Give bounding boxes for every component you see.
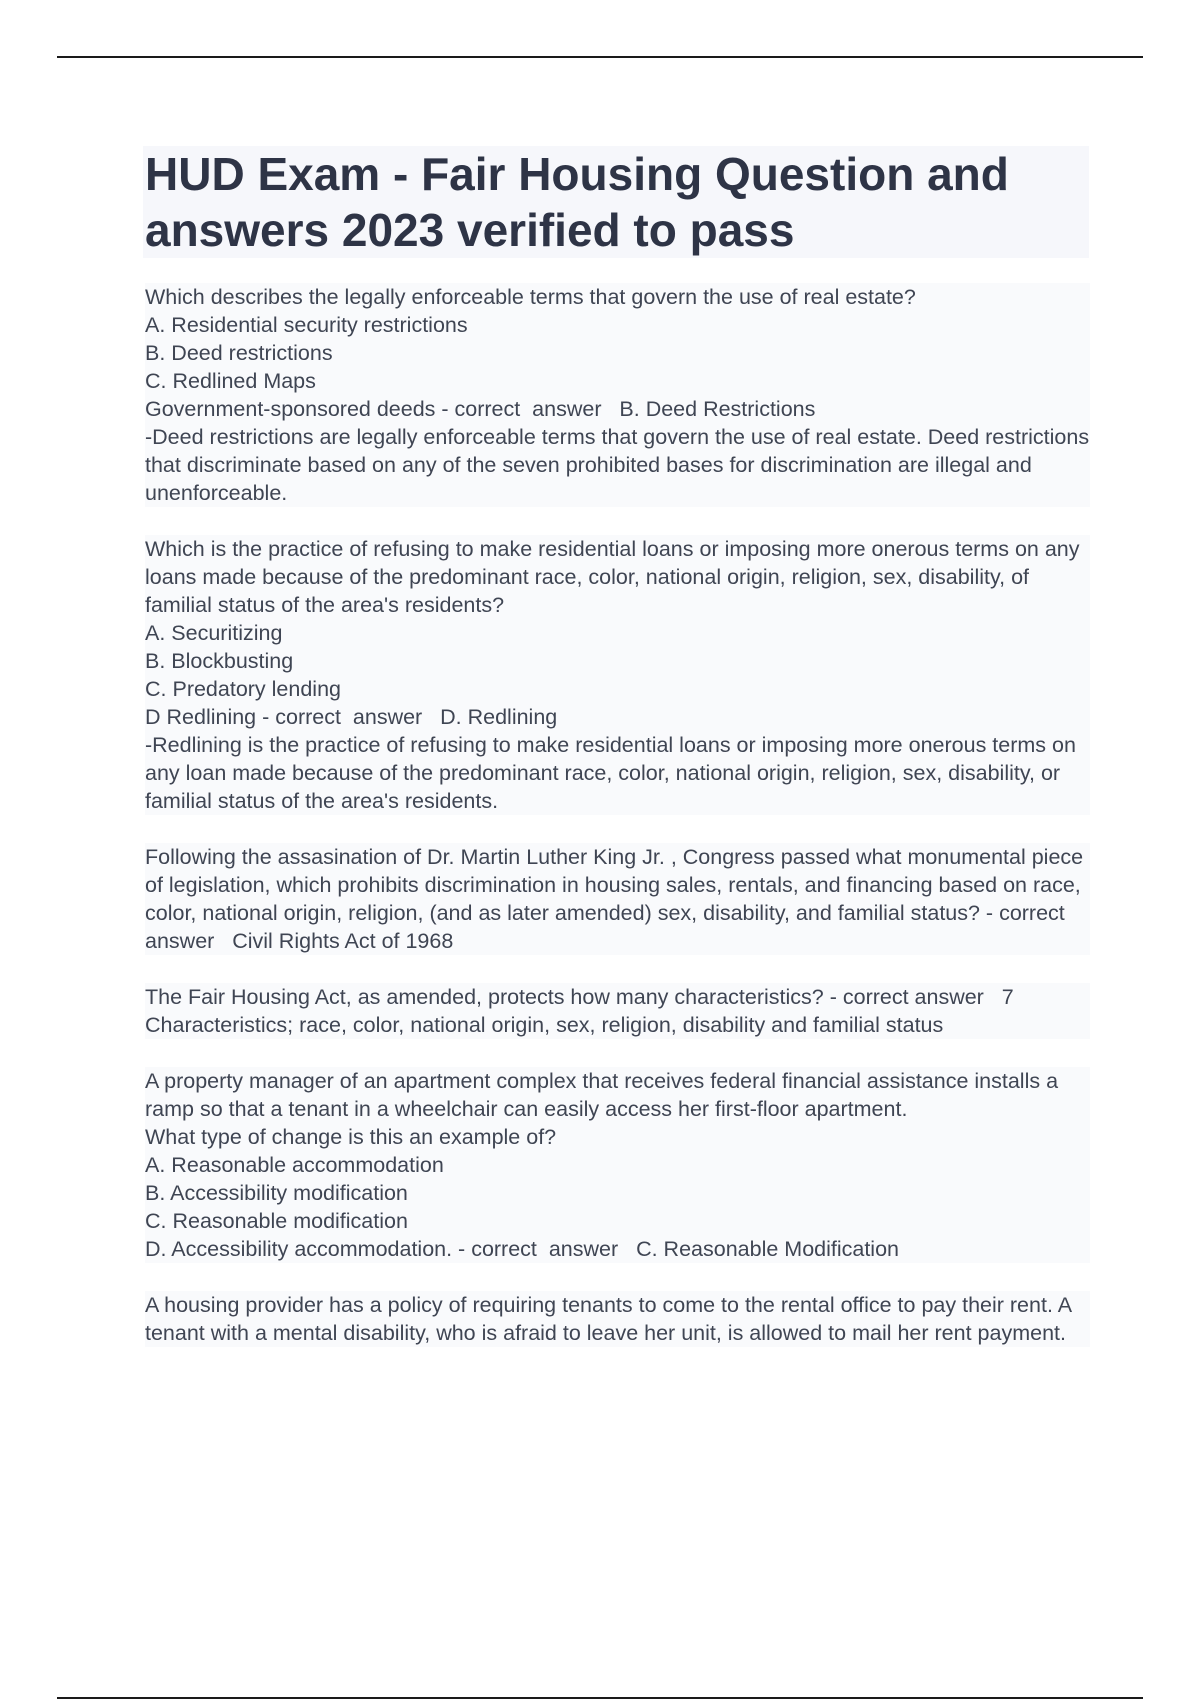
qa-block-4 [145,983,1090,1039]
qa-block-3 [145,843,1090,955]
question-text: A housing provider has a policy of requiring tenants to come to the rental office to pay their rent. A tenant with a mental disability, who is afraid to leave her unit, is allowed to mail her rent payment. [145,1291,1090,1347]
explanation-text: -Deed restrictions are legally enforceable terms that govern the use of real estate. Deed restrictions that discriminate based on any of the seven prohibited bases for discrimination are illegal and unenforceable. [145,425,1096,505]
title-block [143,146,1089,258]
option-b: B. Deed restrictions [145,339,1090,367]
option-a: A. Securitizing [145,619,1090,647]
document-title: HUD Exam - Fair Housing Question and answers 2023 verified to pass [145,148,1009,256]
question-text: Which describes the legally enforceable terms that govern the use of real estate? [145,283,1090,311]
explanation-text: -Redlining is the practice of refusing to make residential loans or imposing more onerous terms on any loan made because of the predominant race, color, national origin, religion, sex, disability, or familial status of the area's residents. [145,731,1090,815]
bottom-rule [57,1697,1143,1699]
option-c: C. Redlined Maps [145,367,1090,395]
qa-block-1 [145,283,1096,507]
option-c: C. Predatory lending [145,675,1090,703]
question-prompt: What type of change is this an example of? [145,1123,1090,1151]
question-answer-text: The Fair Housing Act, as amended, protects how many characteristics? - correct answer 7 Characteristics; race, color, national origin, sex, religion, disability and familial status [145,983,1090,1039]
answer-line: D. Accessibility accommodation. - correct answer C. Reasonable Modification [145,1235,1090,1263]
answer-line: D Redlining - correct answer D. Redlining [145,703,1090,731]
option-b: B. Accessibility modification [145,1179,1090,1207]
top-rule [57,56,1143,58]
qa-content [145,283,1096,1375]
question-text: Which is the practice of refusing to make residential loans or imposing more onerous terms on any loans made because of the predominant race, color, national origin, religion, sex, disability, of familial status of the area's residents? [145,535,1090,619]
qa-block-2 [145,535,1090,815]
answer-line: Government-sponsored deeds - correct answer B. Deed Restrictions [145,395,1090,423]
option-a: A. Reasonable accommodation [145,1151,1090,1179]
option-a: A. Residential security restrictions [145,311,1090,339]
qa-block-6 [145,1291,1090,1347]
question-text: A property manager of an apartment complex that receives federal financial assistance installs a ramp so that a tenant in a wheelchair can easily access her first-floor apartment. [145,1067,1090,1123]
option-b: B. Blockbusting [145,647,1090,675]
option-c: C. Reasonable modification [145,1207,1090,1235]
question-answer-text: Following the assasination of Dr. Martin Luther King Jr. , Congress passed what monumental piece of legislation, which prohibits discrimination in housing sales, rentals, and financing based on race, color, national origin, religion, (and as later amended) sex, disability, and familial status? - correct answer Civil Rights Act of 1968 [145,845,1090,953]
qa-block-5 [145,1067,1090,1263]
